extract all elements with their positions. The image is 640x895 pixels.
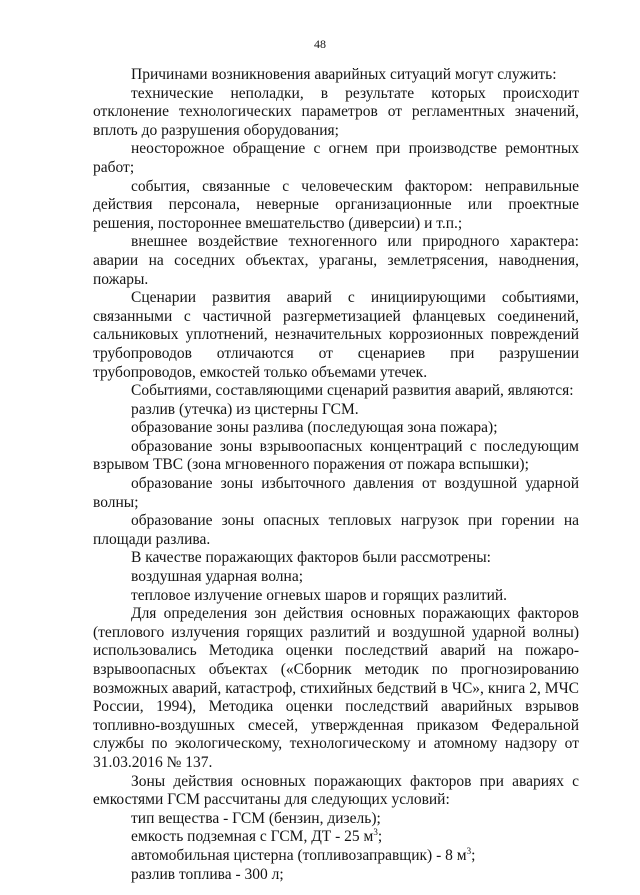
paragraph: Сценарии развития аварий с инициирующими событиями, связанными с частичной разгерметизацией фланцевых соединений, сальниковых уплотнений, незначительных коррозионных повреждений трубопроводов отличаются от сценариев при разрушении трубопроводов, емкостей только объемами утечек. [93,289,579,381]
condition-tank: емкость подземная с ГСМ, ДТ - 25 $м^3$; [131,827,383,846]
paragraph: тип вещества - ГСМ (бензин, дизель); [131,809,381,827]
paragraph: тепловое излучение огневых шаров и горящих разлитий. [131,586,508,604]
paragraph: Для определения зон действия основных поражающих факторов (теплового излучения горящих разлитий и воздушной ударной волны) использовались Методика оценки последствий аварий на пожаро-взрывоопасных объектах («Сборник методик по прогнозированию возможных аварий, катастроф, стихийных бедствий в ЧС», книга 2, МЧС России, 1994), Методика оценки последствий аварийных взрывов топливно-воздушных смесей, утвержденная приказом Федеральной службы по экологическому, технологическому и атомному надзору от 31.03.2016 № 137. [93,605,579,771]
paragraph: разлив (утечка) из цистерны ГСМ. [131,400,359,418]
paragraph: образование зоны разлива (последующая зона пожара); [131,419,498,437]
paragraph: неосторожное обращение с огнем при производстве ремонтных работ; [93,140,579,176]
condition-spill: разлив топлива - 300 л; [131,865,284,883]
paragraph: внешнее воздействие техногенного или природного характера: аварии на соседних объектах, ураганы, землетрясения, наводнения, пожары. [93,233,579,288]
condition-truck-text: автомобильная цистерна (топливозаправщик) - 8 м [131,846,467,864]
paragraph: образование зоны избыточного давления от воздушной ударной волны; [93,475,579,511]
paragraph: Событиями, составляющими сценарий развития аварий, являются: [131,382,574,400]
page-number: 48 [314,37,326,51]
paragraph: события, связанные с человеческим фактором: неправильные действия персонала, неверные организационные или проектные решения, постороннее вмешательство (диверсии) и т.п.; [93,177,579,232]
condition-tank-text: емкость подземная с ГСМ, ДТ - 25 м [131,828,374,846]
paragraph: образование зоны опасных тепловых нагрузок при горении на площади разлива. [93,512,579,548]
condition-truck: автомобильная цистерна (топливозаправщик) - 8 $м^3$; [131,845,476,864]
cubic-exponent: 3 [466,845,472,856]
paragraph: Причинами возникновения аварийных ситуаций могут служить: [131,66,557,83]
cubic-exponent: 3 [373,827,378,838]
paragraph: образование зоны взрывоопасных концентраций с последующим взрывом ТВС (зона мгновенного поражения от пожара вспышки); [93,437,579,474]
paragraph: воздушная ударная волна; [131,568,303,586]
document-body [93,66,579,884]
paragraph: Зоны действия основных поражающих факторов при авариях с емкостями ГСМ рассчитаны для следующих условий: [93,772,579,809]
paragraph: технические неполадки, в результате которых происходит отклонение технологических параметров от регламентных значений, вплоть до разрушения оборудования; [93,84,579,139]
paragraph: В качестве поражающих факторов были рассмотрены: [131,549,491,567]
